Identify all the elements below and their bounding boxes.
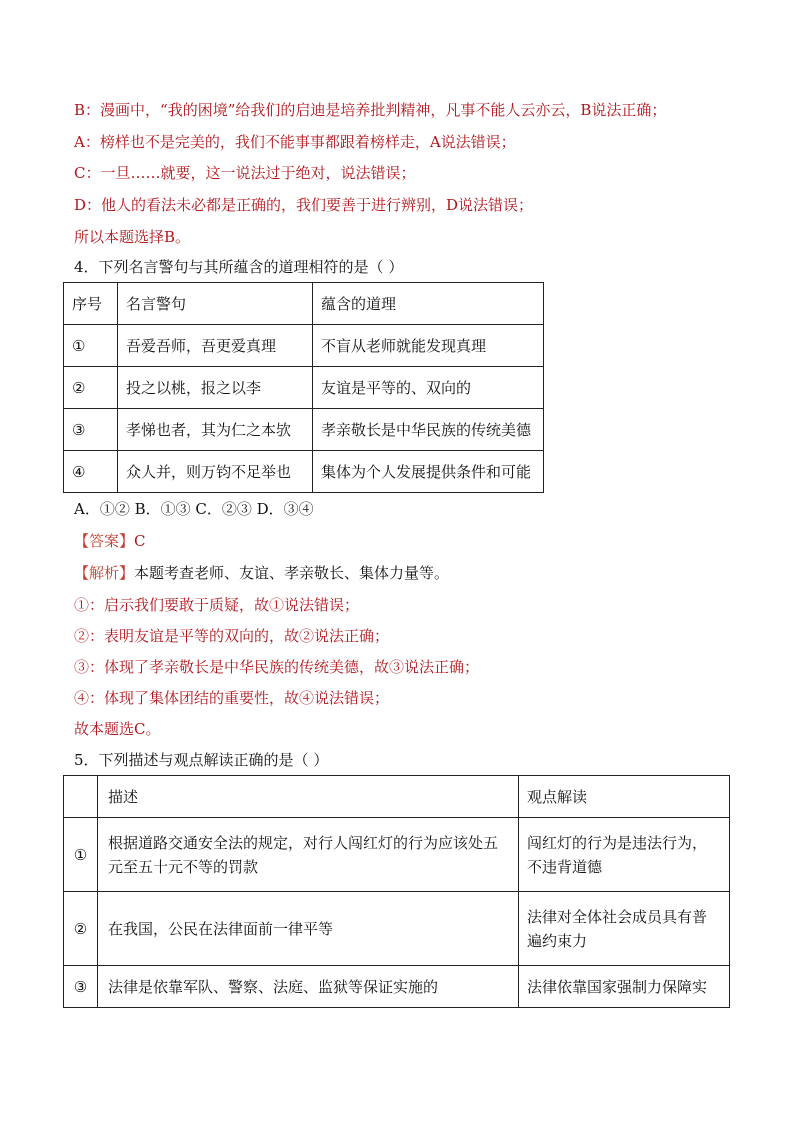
analysis-point: ④：体现了集体团结的重要性，故④说法错误；	[74, 689, 390, 707]
explanation-d: D：他人的看法未必都是正确的，我们要善于进行辨别，D说法错误；	[74, 196, 534, 214]
table-row	[64, 451, 544, 493]
table-row	[64, 367, 544, 409]
description-cell: 在我国，公民在法律面前一律平等	[98, 892, 519, 966]
quote-cell: 吾爱吾师，吾更爱真理	[118, 325, 313, 367]
table-row	[64, 892, 730, 966]
question-4-stem: 4．下列名言警句与其所蕴含的道理相符的是（ ）	[74, 258, 404, 276]
analysis-point: ①：启示我们要敢于质疑，故①说法错误；	[74, 596, 360, 614]
question-4-options: A．①② B．①③ C．②③ D．③④	[74, 500, 314, 518]
analysis-point: ③：体现了孝亲敬长是中华民族的传统美德，故③说法正确；	[74, 658, 480, 676]
table-row	[64, 966, 730, 1008]
meaning-cell: 集体为个人发展提供条件和可能	[313, 451, 544, 493]
analysis-line	[74, 563, 449, 583]
row-number: ①	[64, 818, 98, 892]
table-row	[64, 818, 730, 892]
answer-value: C	[134, 532, 146, 550]
row-number: ③	[64, 966, 98, 1008]
table-header-cell: 蕴含的道理	[313, 283, 544, 325]
explanation-c: C：一旦……就要，这一说法过于绝对，说法错误；	[74, 164, 416, 182]
table-header-row	[64, 776, 730, 818]
answer-line	[74, 531, 146, 551]
explanation-b: B：漫画中，“我的困境”给我们的启迪是培养批判精神，凡事不能人云亦云，B说法正确；	[74, 101, 667, 119]
interpretation-cell: 闯红灯的行为是违法行为，不违背道德	[519, 818, 730, 892]
table-row	[64, 325, 544, 367]
row-number: ①	[64, 325, 118, 367]
interpretation-cell: 法律依靠国家强制力保障实	[519, 966, 730, 1008]
table-header-cell: 名言警句	[118, 283, 313, 325]
explanation-a: A：榜样也不是完美的，我们不能事事都跟着榜样走，A说法错误；	[74, 133, 516, 151]
quote-cell: 众人并，则万钧不足举也	[118, 451, 313, 493]
meaning-cell: 孝亲敬长是中华民族的传统美德	[313, 409, 544, 451]
question-5-table	[63, 775, 730, 1008]
analysis-conclusion: 故本题选C。	[74, 720, 161, 738]
description-cell: 法律是依靠军队、警察、法庭、监狱等保证实施的	[98, 966, 519, 1008]
table-row	[64, 409, 544, 451]
interpretation-cell: 法律对全体社会成员具有普遍约束力	[519, 892, 730, 966]
question-4-table	[63, 282, 544, 493]
table-header-row	[64, 283, 544, 325]
quote-cell: 投之以桃，报之以李	[118, 367, 313, 409]
table-header-cell: 描述	[98, 776, 519, 818]
meaning-cell: 友谊是平等的、双向的	[313, 367, 544, 409]
row-number: ②	[64, 892, 98, 966]
analysis-point: ②：表明友谊是平等的双向的，故②说法正确；	[74, 627, 390, 645]
row-number: ②	[64, 367, 118, 409]
analysis-label: 【解析】	[74, 564, 135, 582]
table-header-cell: 观点解读	[519, 776, 730, 818]
description-cell: 根据道路交通安全法的规定，对行人闯红灯的行为应该处五元至五十元不等的罚款	[98, 818, 519, 892]
analysis-text: 本题考查老师、友谊、孝亲敬长、集体力量等。	[134, 564, 450, 582]
table-header-cell	[64, 776, 98, 818]
answer-label: 【答案】	[74, 532, 135, 550]
table-header-cell: 序号	[64, 283, 118, 325]
quote-cell: 孝悌也者，其为仁之本欤	[118, 409, 313, 451]
row-number: ③	[64, 409, 118, 451]
meaning-cell: 不盲从老师就能发现真理	[313, 325, 544, 367]
explanation-conclusion: 所以本题选择B。	[74, 228, 191, 246]
question-5-stem: 5．下列描述与观点解读正确的是（ ）	[74, 751, 329, 769]
row-number: ④	[64, 451, 118, 493]
